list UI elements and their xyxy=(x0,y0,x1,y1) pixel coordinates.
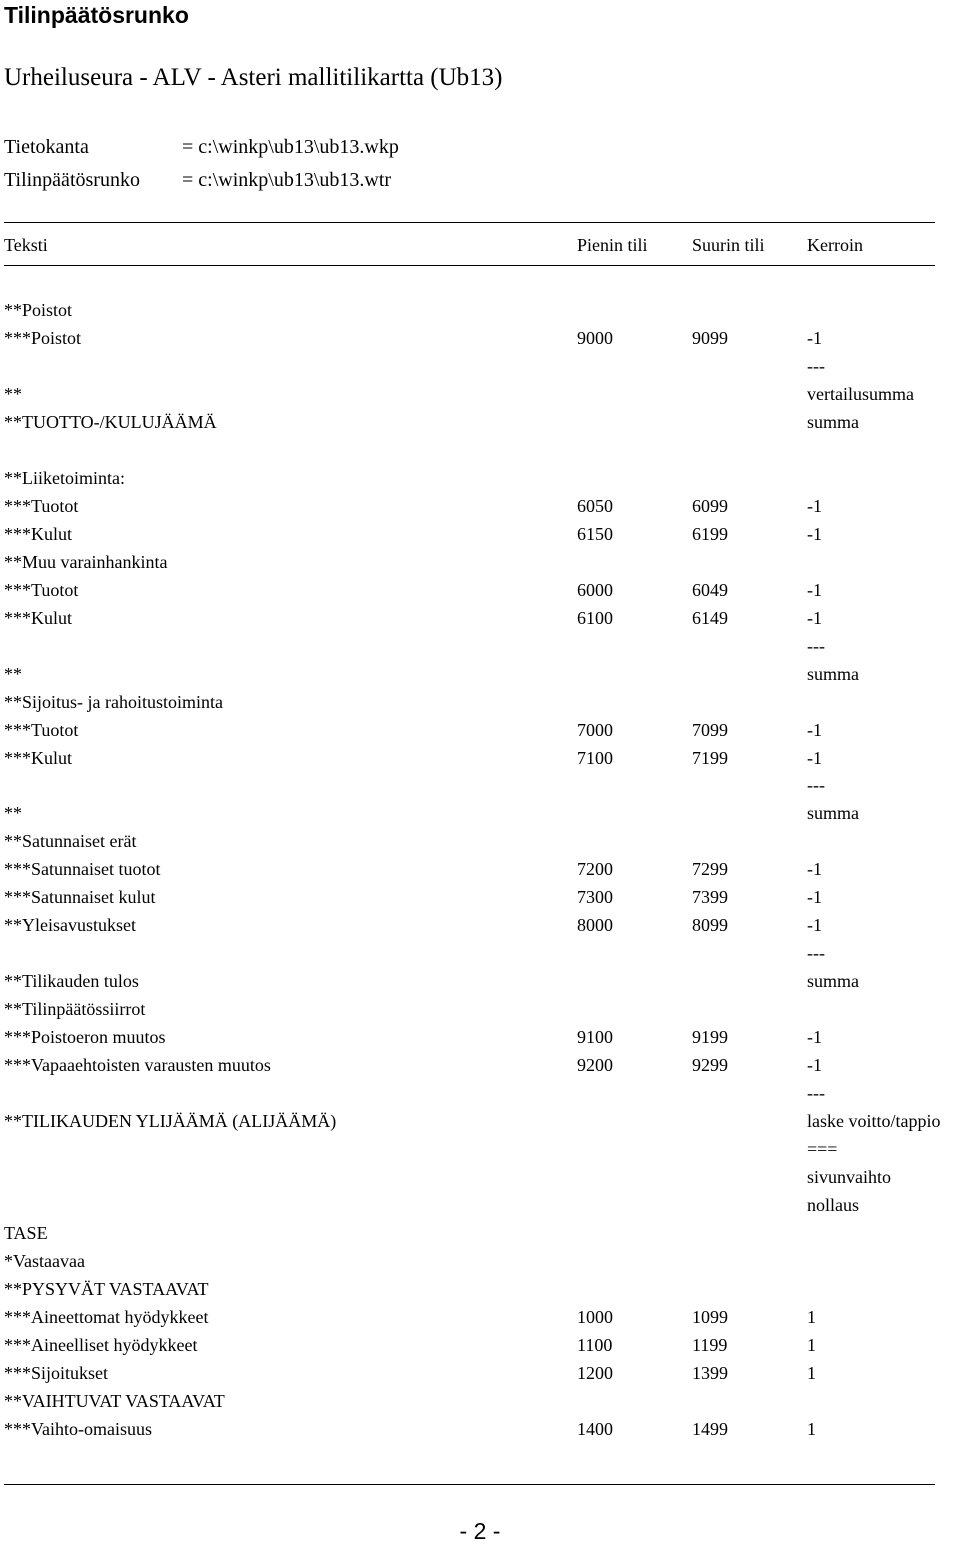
info-label: Tilinpäätösrunko xyxy=(4,169,140,191)
row-text: ***Satunnaiset kulut xyxy=(4,887,156,908)
table-header xyxy=(0,228,960,262)
row-coefficient: --- xyxy=(807,1083,825,1104)
row-min-account: 7200 xyxy=(577,859,613,880)
row-min-account: 1400 xyxy=(577,1418,613,1439)
database-info-row xyxy=(4,131,399,164)
row-text: ***Kulut xyxy=(4,747,73,768)
info-value: = c:\winkp\ub13\ub13.wtr xyxy=(182,169,392,191)
table-row xyxy=(0,745,960,773)
row-coefficient: vertailusumma xyxy=(807,383,914,404)
table-row xyxy=(0,1108,960,1136)
row-text: ** xyxy=(4,383,22,404)
row-max-account: 1199 xyxy=(692,1334,728,1355)
table-row xyxy=(0,381,960,409)
row-coefficient: sivunvaihto xyxy=(807,1167,891,1188)
row-max-account: 7299 xyxy=(692,859,728,880)
table-row xyxy=(0,940,960,968)
row-min-account: 1000 xyxy=(577,1306,613,1327)
row-max-account: 1499 xyxy=(692,1418,728,1439)
row-min-account: 7000 xyxy=(577,719,613,740)
table-row xyxy=(0,297,960,325)
table-row xyxy=(0,689,960,717)
row-text: *Vastaavaa xyxy=(4,1250,85,1271)
header-min-account: Pienin tili xyxy=(577,235,648,255)
table-row xyxy=(0,1080,960,1108)
table-row xyxy=(0,633,960,661)
row-text: **Sijoitus- ja rahoitustoiminta xyxy=(4,691,223,712)
row-coefficient: summa xyxy=(807,663,859,684)
row-text: **Liiketoiminta: xyxy=(4,467,125,488)
row-coefficient: 1 xyxy=(807,1418,816,1439)
row-max-account: 9299 xyxy=(692,1055,728,1076)
row-max-account: 7199 xyxy=(692,747,728,768)
row-coefficient: -1 xyxy=(807,859,822,880)
table-row xyxy=(0,1416,960,1444)
table-row xyxy=(0,1332,960,1360)
table-row xyxy=(0,1388,960,1416)
row-coefficient: -1 xyxy=(807,327,822,348)
table-row xyxy=(0,968,960,996)
row-max-account: 7099 xyxy=(692,719,728,740)
row-coefficient: summa xyxy=(807,803,859,824)
document-subtitle: Urheiluseura - ALV - Asteri mallitilikartta (Ub13) xyxy=(4,64,503,91)
row-text: **Satunnaiset erät xyxy=(4,831,137,852)
row-text: **PYSYVÄT VASTAAVAT xyxy=(4,1278,209,1299)
row-coefficient: -1 xyxy=(807,579,822,600)
row-max-account: 7399 xyxy=(692,887,728,908)
row-max-account: 6149 xyxy=(692,607,728,628)
row-coefficient: 1 xyxy=(807,1334,816,1355)
row-text: ***Poistoeron muutos xyxy=(4,1027,166,1048)
row-text: TASE xyxy=(4,1222,48,1243)
row-coefficient: -1 xyxy=(807,747,822,768)
row-coefficient: -1 xyxy=(807,495,822,516)
row-coefficient: laske voitto/tappio xyxy=(807,1111,941,1132)
header-text: Teksti xyxy=(4,235,48,255)
row-coefficient: -1 xyxy=(807,719,822,740)
table-row xyxy=(0,1192,960,1220)
row-text: **Tilikauden tulos xyxy=(4,971,139,992)
table-row xyxy=(0,437,960,465)
file-info xyxy=(4,131,399,197)
row-text: ***Tuotot xyxy=(4,495,79,516)
table-row xyxy=(0,772,960,800)
row-coefficient: summa xyxy=(807,971,859,992)
table-row xyxy=(0,856,960,884)
table-row xyxy=(0,884,960,912)
header-divider xyxy=(4,265,935,266)
row-text: ** xyxy=(4,803,22,824)
table-row xyxy=(0,800,960,828)
row-coefficient: 1 xyxy=(807,1362,816,1383)
row-coefficient: -1 xyxy=(807,1027,822,1048)
table-row xyxy=(0,717,960,745)
row-max-account: 6099 xyxy=(692,495,728,516)
page-title: Tilinpäätösrunko xyxy=(4,2,189,28)
row-min-account: 9200 xyxy=(577,1055,613,1076)
table-row xyxy=(0,1304,960,1332)
row-coefficient: --- xyxy=(807,355,825,376)
row-text: **Muu varainhankinta xyxy=(4,551,168,572)
info-label: Tietokanta xyxy=(4,136,89,158)
table-row xyxy=(0,521,960,549)
row-coefficient: nollaus xyxy=(807,1195,859,1215)
table-row xyxy=(0,409,960,437)
row-coefficient: -1 xyxy=(807,523,822,544)
row-min-account: 6050 xyxy=(577,495,613,516)
row-min-account: 6000 xyxy=(577,579,613,600)
row-max-account: 9099 xyxy=(692,327,728,348)
table-row xyxy=(0,1360,960,1388)
row-max-account: 9199 xyxy=(692,1027,728,1048)
row-text: ***Sijoitukset xyxy=(4,1362,109,1383)
row-coefficient: --- xyxy=(807,943,825,964)
row-text: ***Vapaaehtoisten varausten muutos xyxy=(4,1055,271,1076)
row-coefficient: === xyxy=(807,1139,838,1160)
row-min-account: 8000 xyxy=(577,915,613,936)
table-row xyxy=(0,661,960,689)
row-max-account: 8099 xyxy=(692,915,728,936)
row-coefficient: --- xyxy=(807,775,825,796)
row-coefficient: summa xyxy=(807,411,859,432)
row-text: ***Vaihto-omaisuus xyxy=(4,1418,152,1439)
bottom-divider xyxy=(4,1484,935,1485)
row-coefficient: 1 xyxy=(807,1306,816,1327)
row-coefficient: -1 xyxy=(807,915,822,936)
table-body xyxy=(0,297,960,1444)
row-text: ***Aineelliset hyödykkeet xyxy=(4,1334,198,1355)
row-min-account: 9000 xyxy=(577,327,613,348)
row-text: **TUOTTO-/KULUJÄÄMÄ xyxy=(4,411,217,432)
table-row xyxy=(0,1164,960,1192)
table-row xyxy=(0,996,960,1024)
table-row xyxy=(0,912,960,940)
row-text: **Tilinpäätössiirrot xyxy=(4,999,146,1020)
row-text: ***Aineettomat hyödykkeet xyxy=(4,1306,209,1327)
table-row xyxy=(0,1024,960,1052)
row-text: **Poistot xyxy=(4,300,73,320)
table-row xyxy=(0,828,960,856)
row-min-account: 6100 xyxy=(577,607,613,628)
row-min-account: 1100 xyxy=(577,1334,613,1355)
row-max-account: 6049 xyxy=(692,579,728,600)
row-min-account: 7300 xyxy=(577,887,613,908)
info-value: = c:\winkp\ub13\ub13.wkp xyxy=(182,136,399,158)
top-divider xyxy=(4,222,935,223)
row-min-account: 1200 xyxy=(577,1362,613,1383)
row-min-account: 9100 xyxy=(577,1027,613,1048)
row-text: ***Kulut xyxy=(4,607,73,628)
row-max-account: 1399 xyxy=(692,1362,728,1383)
row-max-account: 1099 xyxy=(692,1306,728,1327)
table-row xyxy=(0,493,960,521)
row-max-account: 6199 xyxy=(692,523,728,544)
row-coefficient: -1 xyxy=(807,1055,822,1076)
row-text: **VAIHTUVAT VASTAAVAT xyxy=(4,1390,225,1411)
template-info-row xyxy=(4,164,399,197)
table-row xyxy=(0,1220,960,1248)
table-row xyxy=(0,605,960,633)
table-row xyxy=(0,465,960,493)
row-text: ***Tuotot xyxy=(4,719,79,740)
row-coefficient: -1 xyxy=(807,607,822,628)
page-number: - 2 - xyxy=(459,1518,501,1544)
row-min-account: 6150 xyxy=(577,523,613,544)
row-text: ***Kulut xyxy=(4,523,73,544)
row-text: ***Poistot xyxy=(4,327,82,348)
table-row xyxy=(0,549,960,577)
row-text: ***Satunnaiset tuotot xyxy=(4,859,161,880)
row-coefficient: -1 xyxy=(807,887,822,908)
row-text: ***Tuotot xyxy=(4,579,79,600)
table-row xyxy=(0,1248,960,1276)
row-text: **Yleisavustukset xyxy=(4,915,136,936)
row-text: **TILIKAUDEN YLIJÄÄMÄ (ALIJÄÄMÄ) xyxy=(4,1111,337,1132)
table-row xyxy=(0,1052,960,1080)
row-text: ** xyxy=(4,663,22,684)
table-row xyxy=(0,325,960,353)
table-row xyxy=(0,1136,960,1164)
table-row xyxy=(0,1276,960,1304)
table-row xyxy=(0,353,960,381)
table-row xyxy=(0,577,960,605)
header-max-account: Suurin tili xyxy=(692,235,765,255)
row-coefficient: --- xyxy=(807,635,825,656)
header-coefficient: Kerroin xyxy=(807,235,863,255)
row-min-account: 7100 xyxy=(577,747,613,768)
